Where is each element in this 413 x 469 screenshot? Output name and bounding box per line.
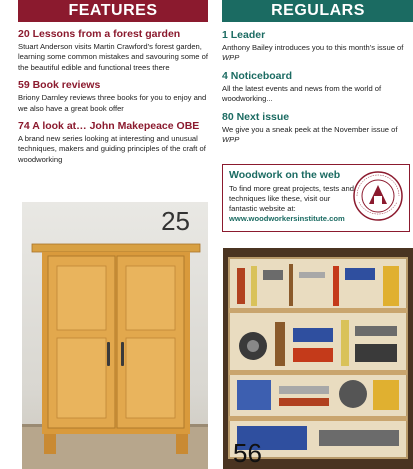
website-promo-title: Woodwork on the web: [229, 169, 341, 181]
features-banner: FEATURES: [18, 0, 208, 22]
website-promo-body: [229, 184, 357, 224]
website-promo-box: [222, 164, 410, 232]
website-promo-text: To find more great projects, tests and techniques like these, visit our fantastic website at:: [229, 184, 354, 213]
regular-body: [222, 84, 413, 105]
regular-body-text: We give you a sneak peek at the November issue of: [222, 124, 398, 134]
website-link[interactable]: www.woodworkersinstitute.com: [229, 214, 345, 223]
feature-body: Briony Darnley reviews three books for you to enjoy and we also have a great book offer: [18, 93, 207, 113]
page-number-25: 25: [161, 206, 190, 236]
feature-title[interactable]: 74 A look at… John Makepeace OBE: [18, 120, 200, 133]
regular-entry[interactable]: [222, 70, 413, 105]
tool-cabinet-photo: [223, 248, 413, 469]
cabinet-photo: [22, 202, 208, 469]
feature-body: Stuart Anderson visits Martin Crawford’s forest garden, learning some common mistakes and savouring some of the beautiful edible and functional trees there: [18, 42, 208, 72]
feature-title[interactable]: 20 Lessons from a forest garden: [18, 28, 181, 40]
feature-body: A brand new series looking at interesting and unusual techniques, makers and guiding principles of the craft of woodworking: [18, 134, 206, 164]
magazine-name: WPP: [222, 135, 240, 145]
feature-entry[interactable]: [18, 120, 208, 165]
features-column: [18, 0, 208, 165]
tool-cabinet-illustration: [223, 248, 413, 469]
regular-entry[interactable]: [222, 29, 413, 64]
regular-body-text: All the latest events and news from the world of woodworking...: [222, 83, 382, 104]
magazine-name: WPP: [222, 53, 240, 63]
feature-title[interactable]: 59 Book reviews: [18, 79, 101, 92]
regular-title[interactable]: 4 Noticeboard: [222, 69, 293, 82]
feature-entry[interactable]: [18, 79, 208, 114]
woodworkers-institute-seal-icon: [352, 170, 404, 222]
regulars-column: [222, 0, 413, 145]
regulars-banner: REGULARS: [222, 0, 413, 22]
regular-title[interactable]: 80 Next issue: [222, 110, 290, 123]
regular-body: [222, 125, 413, 146]
regular-entry[interactable]: [222, 111, 413, 146]
regular-body: [222, 43, 413, 64]
oak-cabinet-illustration: [22, 202, 208, 469]
regular-title[interactable]: 1 Leader: [222, 29, 266, 41]
regular-body-text: Anthony Bailey introduces you to this month’s issue of: [222, 43, 404, 52]
page-number-56: 56: [233, 438, 262, 468]
feature-entry[interactable]: [18, 28, 208, 73]
